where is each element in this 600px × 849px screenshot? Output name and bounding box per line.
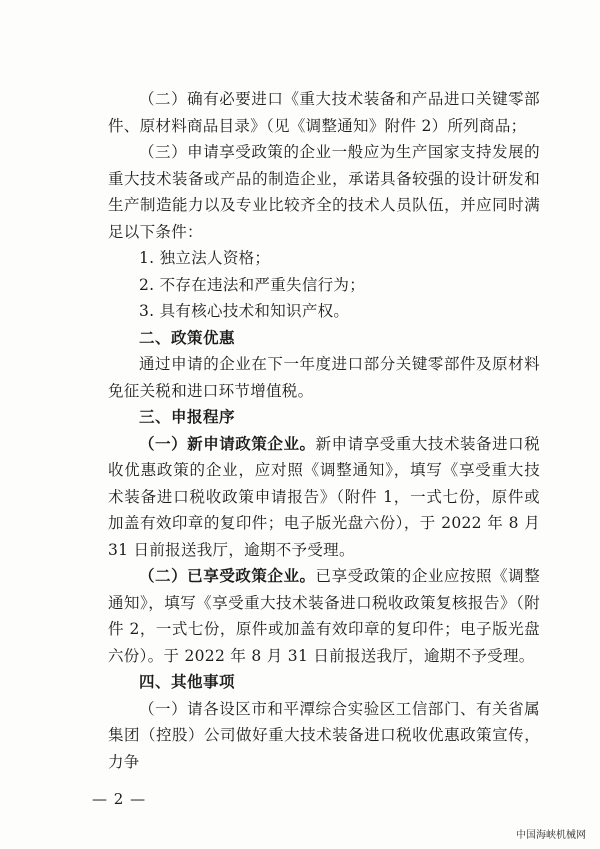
- paragraph-item-3: （三）申请享受政策的企业一般应为生产国家支持发展的重大技术装备或产品的制造企业，承诺具备较强的设计研发和生产制造能力以及专业比较齐全的技术人员队伍，并应同时满足以下条件：: [108, 143, 540, 241]
- condition-1: 1. 独立法人资格；: [139, 249, 271, 267]
- section-heading-policy-benefits: 二、政策优惠: [139, 328, 236, 347]
- procedure-item-2: [108, 563, 540, 669]
- section-heading-application-procedure: 三、申报程序: [139, 408, 236, 426]
- procedure-item-2-lead: （二）已享受政策企业。: [139, 567, 316, 585]
- condition-3: 3. 具有核心技术和知识产权。: [139, 302, 350, 320]
- policy-benefits-text: 通过申请的企业在下一年度进口部分关键零部件及原材料免征关税和进口环节增值税。: [108, 355, 540, 400]
- other-matters-text: （一）请各设区市和平潭综合实验区工信部门、有关省属集团（控股）公司做好重大技术装备进口税收优惠政策宣传，力争: [108, 699, 540, 771]
- document-body: [108, 86, 540, 775]
- paragraph-item-2: （二）确有必要进口《重大技术装备和产品进口关键零部件、原材料商品目录》（见《调整通知》附件 2）所列商品；: [108, 90, 540, 135]
- procedure-item-2-text: 已享受政策的企业应按照《调整通知》，填写《享受重大技术装备进口税收政策复核报告》（附件 2，一式七份，原件或加盖有效印章的复印件；电子版光盘六份）。于 2022 年 8 月 31 日前报送我厅，逾期不予受理。: [108, 567, 540, 665]
- procedure-item-1: [108, 431, 540, 564]
- procedure-item-1-lead: （一）新申请政策企业。: [139, 434, 316, 453]
- site-watermark: 中国海峡机械网: [516, 830, 586, 841]
- page-number: — 2 —: [92, 790, 147, 808]
- condition-2: 2. 不存在违法和严重失信行为；: [139, 275, 366, 294]
- procedure-item-1-text: 新申请享受重大技术装备进口税收优惠政策的企业，应对照《调整通知》，填写《享受重大技术装备进口税收政策申请报告》（附件 1，一式七份，原件或加盖有效印章的复印件；电子版光盘六份），于 2022 年 8 月 31 日前报送我厅，逾期不予受理。: [108, 434, 540, 559]
- section-heading-other-matters: 四、其他事项: [139, 673, 236, 691]
